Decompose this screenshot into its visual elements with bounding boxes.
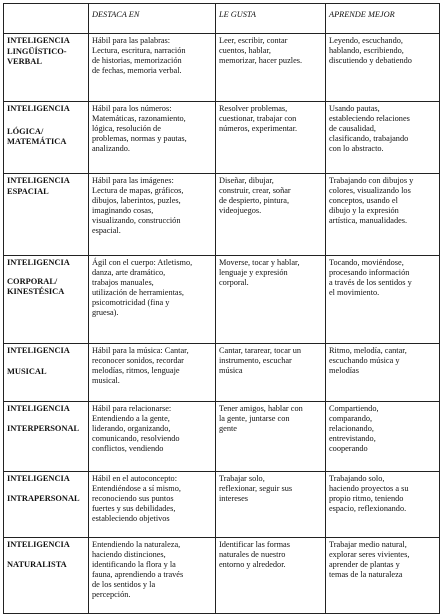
row-logica-matematica <box>4 102 440 174</box>
le-gusta-cell: Cantar, tararear, tocar un instrumento, escuchar música <box>216 344 326 402</box>
intelligence-label: INTELIGENCIA <box>7 258 70 267</box>
aprende-mejor-cell: Leyendo, escuchando, hablando, escribiendo, discutiendo y debatiendo <box>326 34 440 102</box>
intelligence-type: NATURALISTA <box>7 559 67 569</box>
header-destaca-en: DESTACA EN <box>89 4 216 34</box>
intelligence-name <box>4 472 89 538</box>
destaca-en-cell: Hábil para la música: Cantar, reconocer sonidos, recordar melodías, ritmos, lenguaje musical. <box>89 344 216 402</box>
row-intrapersonal <box>4 472 440 538</box>
intelligence-label: INTELIGENCIA <box>7 176 70 185</box>
row-corporal-kinestesica <box>4 256 440 344</box>
intelligence-name <box>4 34 89 102</box>
le-gusta-cell: Resolver problemas, cuestionar, trabajar con números, experimentar. <box>216 102 326 174</box>
intelligence-name <box>4 344 89 402</box>
le-gusta-cell: Trabajar solo, reflexionar, seguir sus intereses <box>216 472 326 538</box>
destaca-en-cell: Hábil para las imágenes: Lectura de mapas, gráficos, dibujos, laberintos, puzles, imaginando cosas, visualizando, construcción espacial. <box>89 174 216 256</box>
intelligence-name <box>4 402 89 472</box>
intelligence-label: INTELIGENCIA <box>7 104 70 113</box>
row-interpersonal <box>4 402 440 472</box>
intelligence-label: INTELIGENCIA <box>7 474 70 483</box>
intelligence-name <box>4 174 89 256</box>
le-gusta-cell: Moverse, tocar y hablar, lenguaje y expresión corporal. <box>216 256 326 344</box>
aprende-mejor-cell: Usando pautas, estableciendo relaciones de causalidad, clasificando, trabajando con lo abstracto. <box>326 102 440 174</box>
aprende-mejor-cell: Trabajando con dibujos y colores, visualizando los conceptos, usando el dibujo y la expresión artística, manualidades. <box>326 174 440 256</box>
aprende-mejor-cell: Compartiendo, comparando, relacionando, entrevistando, cooperando <box>326 402 440 472</box>
intelligence-type: MUSICAL <box>7 366 47 376</box>
intelligence-type: ESPACIAL <box>7 186 49 196</box>
destaca-en-cell: Ágil con el cuerpo: Atletismo, danza, arte dramático, trabajos manuales, utilización de herramientas, psicomotricidad (fina y gruesa). <box>89 256 216 344</box>
intelligence-label: INTELIGENCIA <box>7 346 70 355</box>
header-le-gusta: LE GUSTA <box>216 4 326 34</box>
intelligence-type: CORPORAL/ KINESTÉSICA <box>7 276 65 296</box>
aprende-mejor-cell: Trabajar medio natural, explorar seres vivientes, aprender de plantas y temas de la naturaleza <box>326 538 440 614</box>
intelligence-type: INTERPERSONAL <box>7 423 80 433</box>
header-intelligence <box>4 4 89 34</box>
aprende-mejor-cell: Tocando, moviéndose, procesando información a través de los sentidos y el movimiento. <box>326 256 440 344</box>
destaca-en-cell: Hábil en el autoconcepto: Entendiéndose a sí mismo, reconociendo sus puntos fuertes y sus debilidades, estableciendo objetivos <box>89 472 216 538</box>
destaca-en-cell: Hábil para las palabras: Lectura, escritura, narración de historias, memorización de fechas, memoria verbal. <box>89 34 216 102</box>
intelligence-type: VERBAL <box>7 57 42 66</box>
intelligence-label: INTELIGENCIA LINGÜÍSTICO- <box>7 36 70 56</box>
le-gusta-cell: Tener amigos, hablar con la gente, juntarse con gente <box>216 402 326 472</box>
destaca-en-cell: Hábil para relacionarse: Entendiendo a la gente, liderando, organizando, comunicando, resolviendo conflictos, vendiendo <box>89 402 216 472</box>
intelligence-name <box>4 256 89 344</box>
le-gusta-cell: Diseñar, dibujar, construir, crear, soñar de despierto, pintura, videojuegos. <box>216 174 326 256</box>
intelligence-name <box>4 102 89 174</box>
destaca-en-cell: Entendiendo la naturaleza, haciendo distinciones, identificando la flora y la fauna, aprendiendo a través de los sentidos y la percepción. <box>89 538 216 614</box>
intelligence-label: INTELIGENCIA <box>7 404 70 413</box>
le-gusta-cell: Leer, escribir, contar cuentos, hablar, memorizar, hacer puzles. <box>216 34 326 102</box>
le-gusta-cell: Identificar las formas naturales de nuestro entorno y alrededor. <box>216 538 326 614</box>
intelligence-label: INTELIGENCIA <box>7 540 70 549</box>
row-linguistico-verbal <box>4 34 440 102</box>
intelligence-type: LÓGICA/ MATEMÁTICA <box>7 126 67 146</box>
destaca-en-cell: Hábil para los números: Matemáticas, razonamiento, lógica, resolución de problemas, normas y pautas, analizando. <box>89 102 216 174</box>
intelligences-table <box>3 3 440 614</box>
row-naturalista <box>4 538 440 614</box>
header-aprende-mejor: APRENDE MEJOR <box>326 4 440 34</box>
aprende-mejor-cell: Trabajando solo, haciendo proyectos a su propio ritmo, teniendo espacio, reflexionando. <box>326 472 440 538</box>
row-musical <box>4 344 440 402</box>
intelligence-type: INTRAPERSONAL <box>7 493 80 503</box>
aprende-mejor-cell: Ritmo, melodía, cantar, escuchando música y melodías <box>326 344 440 402</box>
row-espacial <box>4 174 440 256</box>
intelligence-name <box>4 538 89 614</box>
header-row <box>4 4 440 34</box>
